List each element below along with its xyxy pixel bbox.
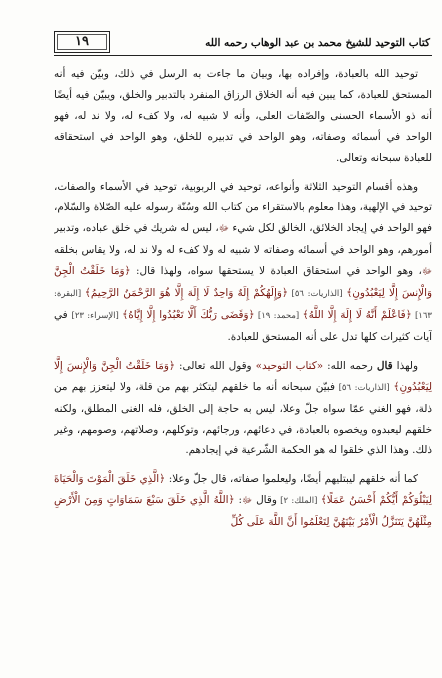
quran-verse: ﴿وَقَضَى رَبُّكَ أَلَّا تَعْبُدُوا إِلَّا إِيَّاهُ﴾ <box>122 308 255 321</box>
quran-verse: ﴿فَاعْلَمْ أَنَّهُ لَا إِلَهَ إِلَّا اللَّهُ﴾ <box>302 308 412 321</box>
paragraph <box>54 64 432 169</box>
text-run: : <box>234 494 243 507</box>
text-run: وقول الله تعالى: <box>174 359 256 372</box>
text-run: رحمه الله: <box>323 359 377 372</box>
verse-reference: [محمد: ١٩] <box>254 310 303 321</box>
text-run: ، وهو الواحد في استحقاق العبادة لا يستحقها سواه، ولهذا قال: <box>130 265 422 278</box>
text-run: وقال <box>252 494 277 507</box>
honorific-glyph: ﷻ <box>218 224 229 235</box>
verse-reference: [الذاريات: ٥٦] <box>334 382 394 393</box>
verse-reference: [الإسراء: ٢٣] <box>71 310 123 321</box>
text-run: توحيد الله بالعبادة، وإفراده بها، وبيان ما جاءت به الرسل في ذلك، وبيّن فيه أنه المستحق للعبادة، كما يبين فيه أنه الخلاق الرزاق المنفرد بالتدبير والخلق، ويبيّن فيه أيضًا أنه ذو الأسماء الحسنى والصّفات العلى، وأنه لا شبيه له، ولا كفء له، ولا ند له، فهو الواحد في أسمائه وصفاته، وهو الواحد في تدبيره للخلق، وهو الواحد في استحقاقه للعبادة سبحانه وتعالى. <box>54 68 432 164</box>
verse-reference: [الملك: ٢] <box>276 496 321 507</box>
quran-verse: ﴿وَمَا خَلَقْتُ الْجِنَّ وَالْإِنسَ إِلَّا لِيَعْبُدُونِ﴾ <box>54 359 432 393</box>
page-number: ١٩ <box>54 31 110 53</box>
page-header <box>54 30 432 56</box>
running-title: كتاب التوحيد للشيخ محمد بن عبد الوهاب رحمه الله <box>205 36 430 49</box>
quran-verse: ﴿وَإِلَهُكُمْ إِلَهٌ وَاحِدٌ لَا إِلَهَ إِلَّا هُوَ الرَّحْمَنُ الرَّحِيمُ﴾ <box>84 287 288 300</box>
quran-verse: ﴿الَّذِي خَلَقَ الْمَوْتَ وَالْحَيَاةَ لِيَبْلُوَكُمْ أَيُّكُمْ أَحْسَنُ عَمَلًا﴾ <box>54 473 432 507</box>
paragraph <box>54 469 432 533</box>
text-run: ، ليس له شريك في خلق عباده، وتدبير أمورهم، وهو الواحد في أسمائه وصفاته لا شبيه له ولا كفء له ولا ند له، ولا يقاس بخلقه <box>54 222 432 257</box>
paragraph <box>54 177 432 348</box>
quran-verse: «كتاب التوحيد» <box>255 359 324 372</box>
verse-reference: [الذاريات: ٥٦] <box>287 289 347 300</box>
quran-verse: ﴿وَمَا خَلَقْتُ الْجِنَّ وَالْإِنسَ إِلَّا لِيَعْبُدُونِ﴾ <box>54 265 432 300</box>
text-run: كما أنه خلقهم ليبتليهم أيضًا، وليعلموا صفاته، قال جلّ وعلا: <box>165 473 418 486</box>
paragraph <box>54 356 432 462</box>
text-run: وهذه أقسام التوحيد الثلاثة وأنواعه، توحيد في الربوبية، توحيد في الأسماء والصفات، توحيد في الإلهية، وهذا معلوم بالاستقراء من كتاب الله وسُنّة رسوله عليه الصّلاة والسّلام، فهو الواحد في إيجاد الخلائق، الخالق لكل شيء <box>54 180 432 235</box>
honorific-glyph: ﷻ <box>421 267 432 278</box>
text-run: فبيّن سبحانه أنه ما خلقهم ليتكثر بهم من قلة، ولا ليتعزز بهم من ذلة، فهو الغني عمّا سواه جلّ وعلا، ليس به حاجة إلى الخلق، فله الغنى المطلق، ولكنه خلقهم ليعبدوه ويخصوه بالعبادة، في دعائهم، ورجائهم، وتوكلهم، وصلاتهم، وصومهم، وغير ذلك. وهذا الذي خلقوا له هو الحكمة الشّرعية في إيجادهم. <box>54 380 432 457</box>
emphasis-text: قال <box>376 359 393 372</box>
text-run: ولهذا <box>392 359 418 372</box>
honorific-glyph: ﷻ <box>242 496 253 507</box>
text-run: في آيات كثيرات كلها تدل على أنه المستحق للعبادة. <box>54 308 432 343</box>
quran-verse: ﴿اللَّهُ الَّذِي خَلَقَ سَبْعَ سَمَاوَاتٍ وَمِنَ الْأَرْضِ مِثْلَهُنَّ يَتَنَزَّلُ الْأَمْرُ بَيْنَهُنَّ لِتَعْلَمُوا أَنَّ اللَّهَ عَلَى كُلِّ <box>54 494 432 529</box>
page-body <box>54 64 432 664</box>
verse-reference: [البقرة: ١٦٣] <box>54 289 432 321</box>
